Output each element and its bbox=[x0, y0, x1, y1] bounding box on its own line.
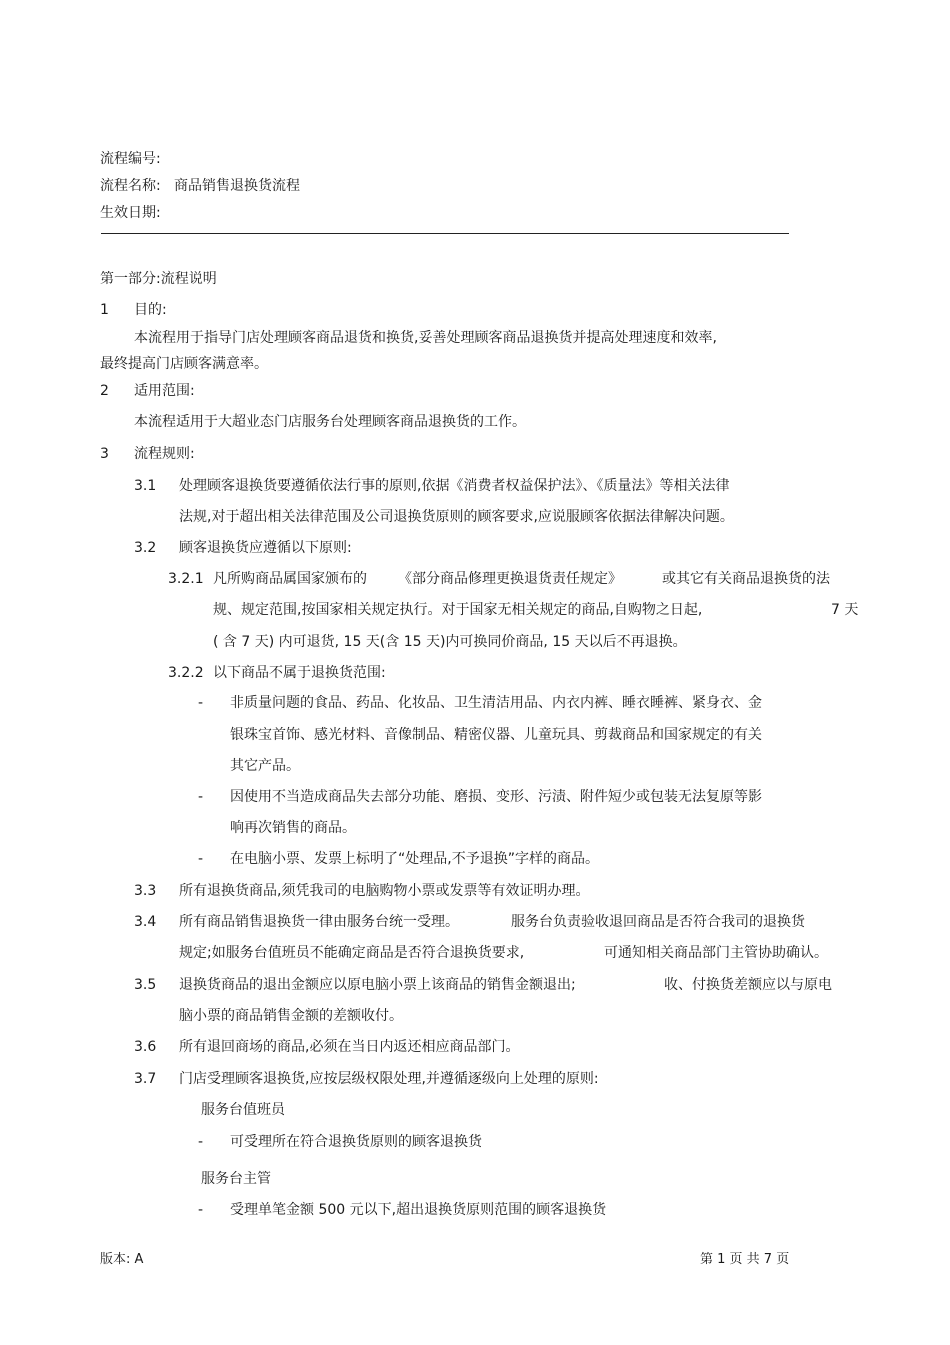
rule-3-2-text: 顾客退换货应遵循以下原则: bbox=[179, 540, 352, 556]
process-number-label: 流程编号: bbox=[100, 151, 161, 167]
rule-3-6-number: 3.6 bbox=[134, 1039, 157, 1055]
rule-3-2-1-text-e: 7 天 bbox=[831, 602, 859, 618]
rule-3-1-text-cont: 法规,对于超出相关法律范围及公司退换货原则的顾客要求,应说服顾客依据法律解决问题。 bbox=[179, 509, 734, 525]
list-item: 因使用不当造成商品失去部分功能、磨损、变形、污渍、附件短少或包装无法复原等影 bbox=[230, 789, 762, 805]
rule-3-1-text: 处理顾客退换货要遵循依法行事的原则,依据《消费者权益保护法》、《质量法》等相关法律 bbox=[179, 478, 730, 494]
role-heading: 服务台主管 bbox=[201, 1171, 271, 1187]
rule-3-2-2-number: 3.2.2 bbox=[168, 665, 204, 681]
rule-3-2-1-text-f: ( 含 7 天) 内可退货, 15 天(含 15 天)内可换同价商品, 15 天以后不再退换。 bbox=[213, 634, 687, 650]
section-1-number: 1 bbox=[100, 302, 109, 318]
bullet-dash: - bbox=[198, 1202, 204, 1218]
process-name-label: 流程名称: bbox=[100, 178, 161, 194]
footer-version: 版本: A bbox=[100, 1252, 144, 1267]
rule-3-6-text: 所有退回商场的商品,必须在当日内返还相应商品部门。 bbox=[179, 1039, 520, 1055]
section-2-text: 本流程适用于大超业态门店服务台处理顾客商品退换货的工作。 bbox=[134, 414, 526, 430]
rule-3-7-text: 门店受理顾客退换货,应按层级权限处理,并遵循逐级向上处理的原则: bbox=[179, 1071, 599, 1087]
rule-3-1-number: 3.1 bbox=[134, 478, 157, 494]
bullet-dash: - bbox=[198, 695, 204, 711]
rule-3-5-text-b: 收、付换货差额应以与原电 bbox=[664, 977, 832, 993]
rule-3-2-1-text-d: 规、规定范围,按国家相关规定执行。对于国家无相关规定的商品,自购物之日起, bbox=[213, 602, 703, 618]
list-item: 非质量问题的食品、药品、化妆品、卫生清洁用品、内衣内裤、睡衣睡裤、紧身衣、金 bbox=[230, 695, 762, 711]
rule-3-7-number: 3.7 bbox=[134, 1071, 157, 1087]
list-item-cont: 银珠宝首饰、感光材料、音像制品、精密仪器、儿童玩具、剪裁商品和国家规定的有关 bbox=[230, 727, 762, 743]
footer-page-number: 第 1 页 共 7 页 bbox=[700, 1252, 790, 1267]
section-2-title: 适用范围: bbox=[134, 383, 195, 399]
section-3-number: 3 bbox=[100, 446, 109, 462]
list-item-cont: 响再次销售的商品。 bbox=[230, 820, 356, 836]
bullet-dash: - bbox=[198, 851, 204, 867]
section-1-title: 目的: bbox=[134, 302, 167, 318]
section-1-text-cont: 最终提高门店顾客满意率。 bbox=[100, 356, 268, 372]
rule-3-4-text-c: 规定;如服务台值班员不能确定商品是否符合退换货要求, bbox=[179, 945, 525, 961]
header-divider bbox=[101, 233, 789, 234]
section-3-title: 流程规则: bbox=[134, 446, 195, 462]
rule-3-2-1-text-a: 凡所购商品属国家颁布的 bbox=[213, 571, 367, 587]
list-item: 在电脑小票、发票上标明了“处理品,不予退换”字样的商品。 bbox=[230, 851, 599, 867]
bullet-dash: - bbox=[198, 1134, 204, 1150]
rule-3-4-number: 3.4 bbox=[134, 914, 157, 930]
process-name-value: 商品销售退换货流程 bbox=[174, 178, 300, 194]
rule-3-2-1-number: 3.2.1 bbox=[168, 571, 204, 587]
rule-3-2-1-text-c: 或其它有关商品退换货的法 bbox=[662, 571, 830, 587]
rule-3-5-text-c: 脑小票的商品销售金额的差额收付。 bbox=[179, 1008, 403, 1024]
bullet-dash: - bbox=[198, 789, 204, 805]
rule-3-5-number: 3.5 bbox=[134, 977, 157, 993]
rule-3-2-number: 3.2 bbox=[134, 540, 157, 556]
list-item: 可受理所在符合退换货原则的顾客退换货 bbox=[230, 1134, 482, 1150]
list-item: 受理单笔金额 500 元以下,超出退换货原则范围的顾客退换货 bbox=[230, 1202, 607, 1218]
rule-3-4-text-b: 服务台负责验收退回商品是否符合我司的退换货 bbox=[511, 914, 805, 930]
effective-date-label: 生效日期: bbox=[100, 205, 161, 221]
rule-3-4-text-d: 可通知相关商品部门主管协助确认。 bbox=[604, 945, 828, 961]
rule-3-2-1-text-b: 《部分商品修理更换退货责任规定》 bbox=[398, 571, 622, 587]
section-2-number: 2 bbox=[100, 383, 109, 399]
rule-3-3-text: 所有退换货商品,须凭我司的电脑购物小票或发票等有效证明办理。 bbox=[179, 883, 590, 899]
rule-3-5-text-a: 退换货商品的退出金额应以原电脑小票上该商品的销售金额退出; bbox=[179, 977, 576, 993]
list-item-cont: 其它产品。 bbox=[230, 758, 300, 774]
rule-3-3-number: 3.3 bbox=[134, 883, 157, 899]
section-1-text: 本流程用于指导门店处理顾客商品退货和换货,妥善处理顾客商品退换货并提高处理速度和效率, bbox=[134, 330, 717, 346]
part-title: 第一部分:流程说明 bbox=[100, 271, 217, 287]
role-heading: 服务台值班员 bbox=[201, 1102, 285, 1118]
rule-3-4-text-a: 所有商品销售退换货一律由服务台统一受理。 bbox=[179, 914, 459, 930]
rule-3-2-2-text: 以下商品不属于退换货范围: bbox=[213, 665, 386, 681]
